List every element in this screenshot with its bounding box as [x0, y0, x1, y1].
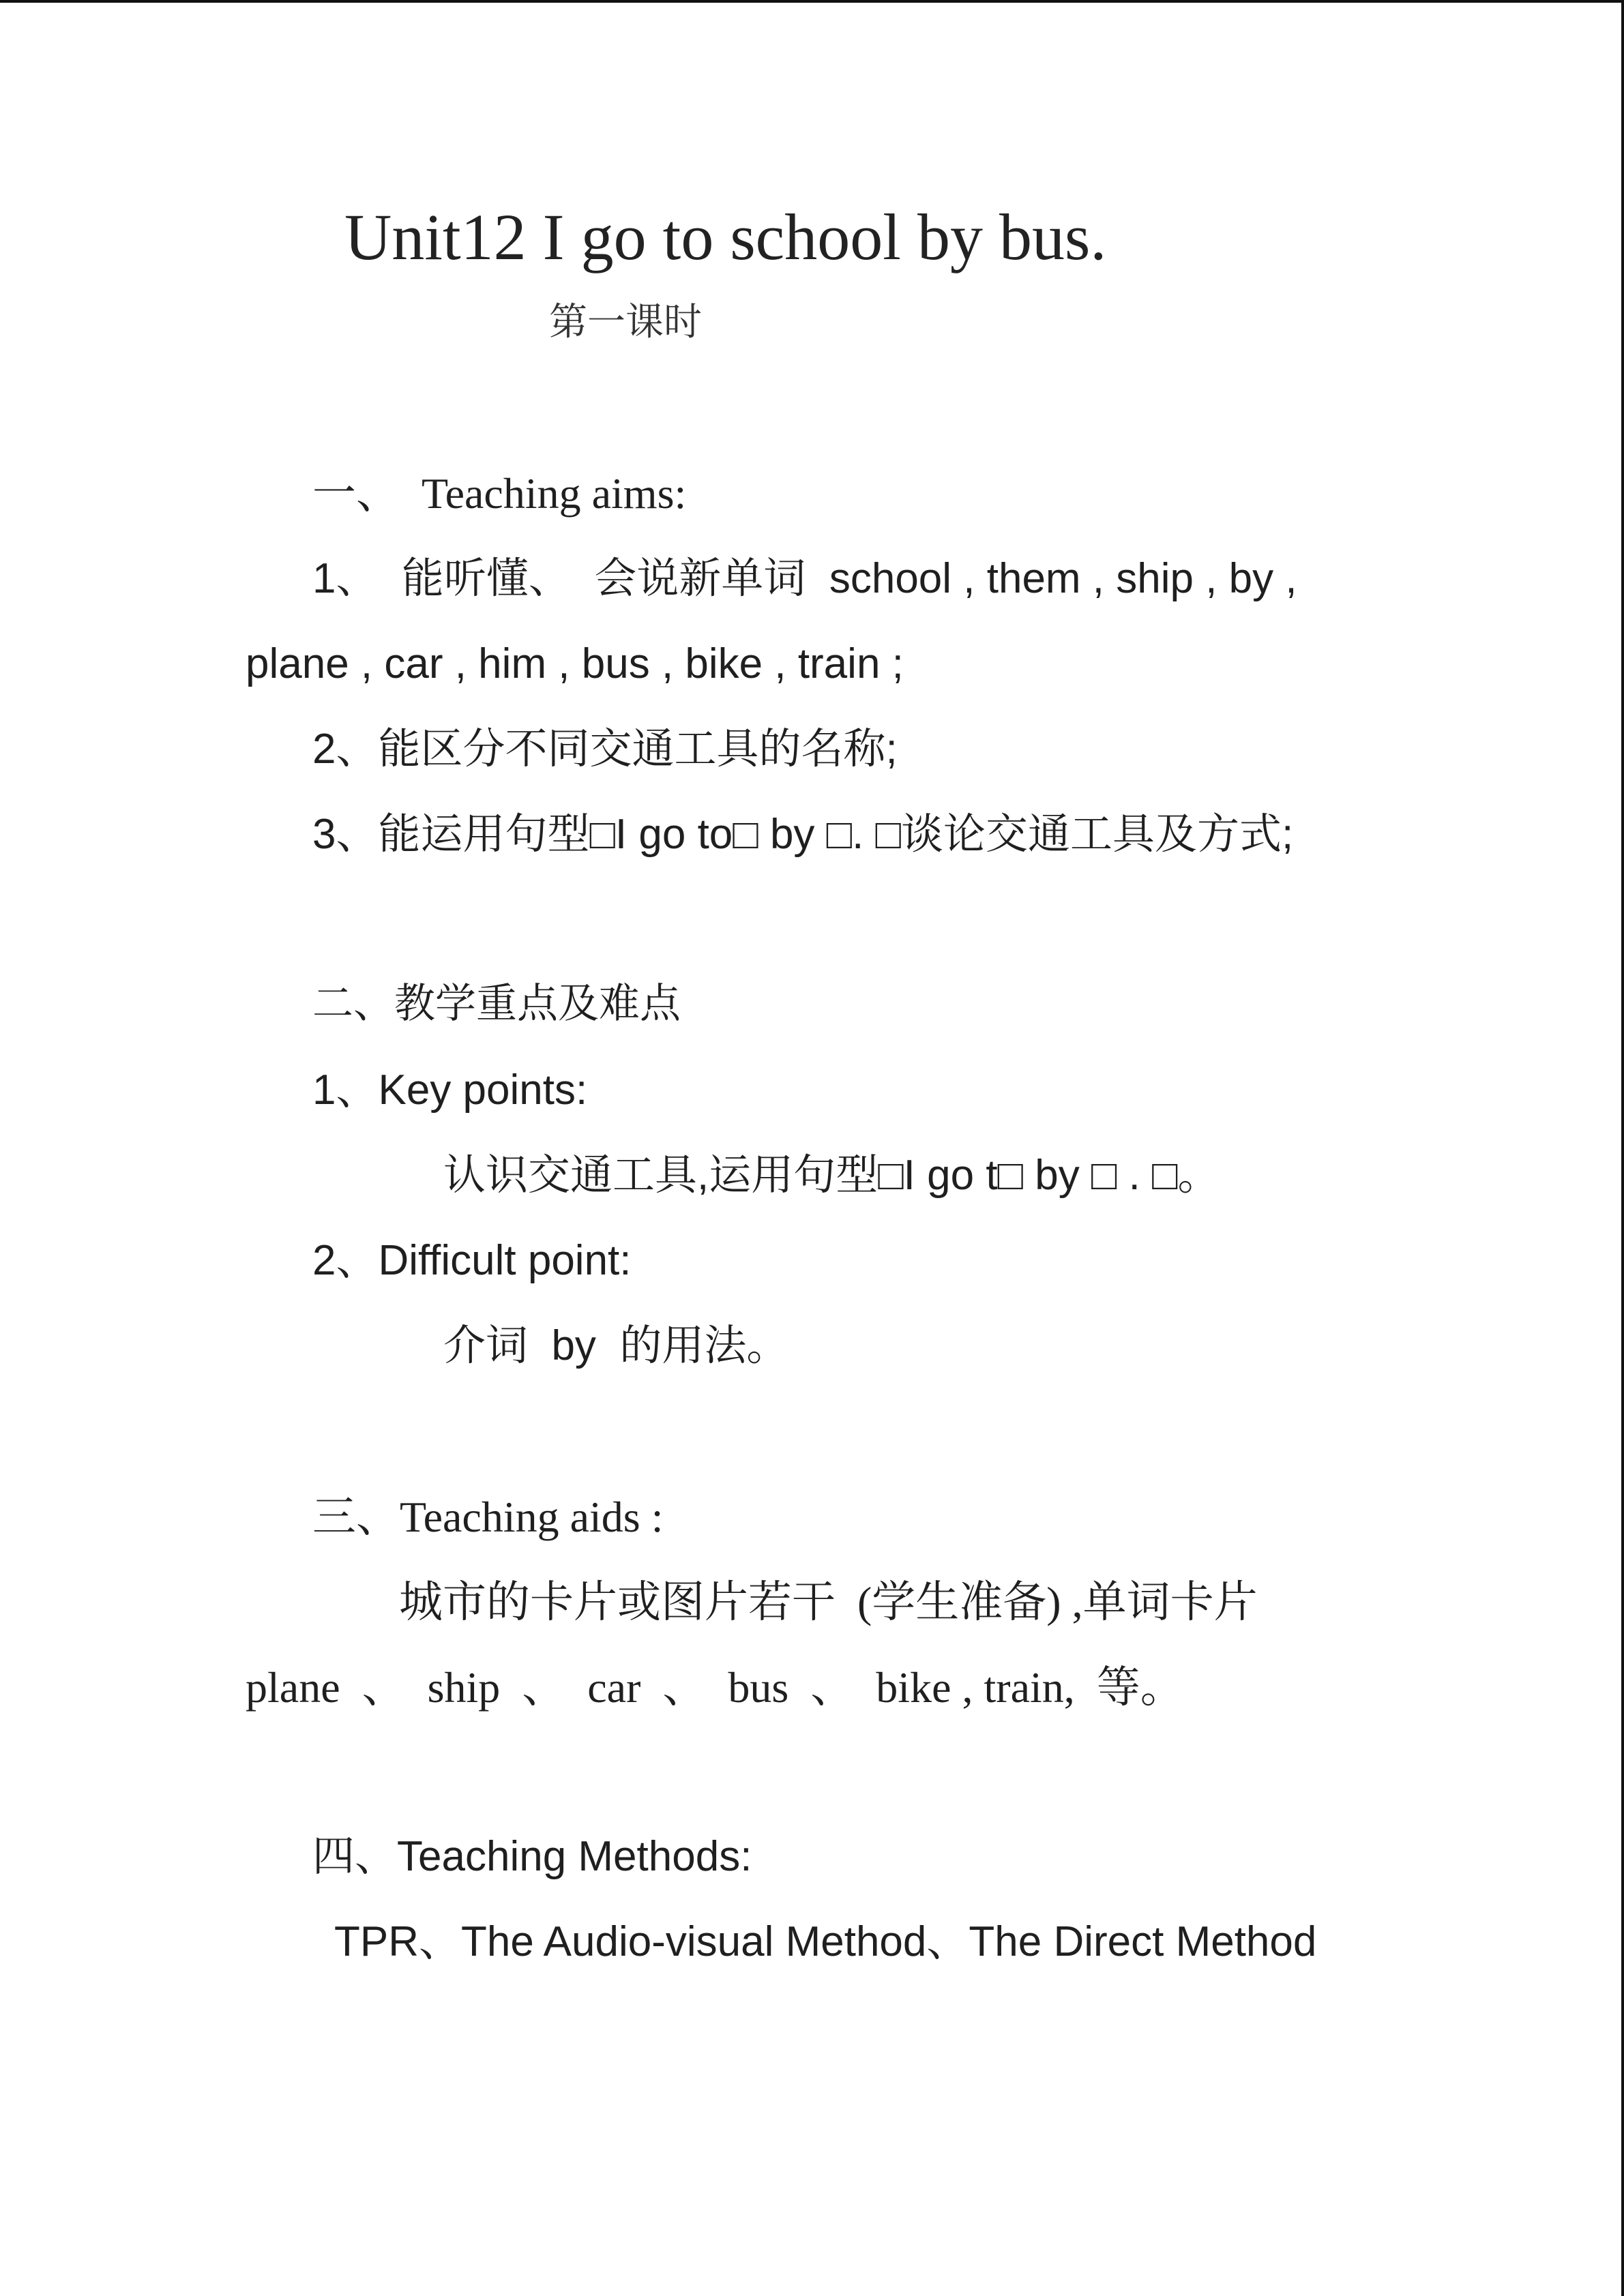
section-aims-heading: 一、 Teaching aims: — [312, 469, 687, 518]
section-methods-heading: 四、Teaching Methods: — [312, 1833, 752, 1880]
aids-line-2: plane 、 ship 、 car 、 bus 、 bike , train, 等。 — [246, 1663, 1184, 1712]
aims-item-3: 3、能运用句型□I go to□ by □. □谈论交通工具及方式; — [312, 811, 1294, 858]
key-points-text: 认识交通工具,运用句型□I go t□ by □ . □。 — [443, 1152, 1220, 1199]
aims-item-1-line-2: plane , car , him , bus , bike , train ; — [246, 640, 904, 687]
document-title: Unit12 I go to school by bus. — [344, 200, 1107, 273]
page-top-border — [0, 0, 1624, 3]
page-right-border — [1621, 0, 1624, 2296]
difficult-point-text: 介词 by 的用法。 — [443, 1322, 789, 1369]
aids-line-1: 城市的卡片或图片若干 (学生准备) ,单词卡片 — [399, 1578, 1258, 1626]
key-points-label: 1、Key points: — [312, 1067, 588, 1114]
section-aids-heading: 三、Teaching aids : — [312, 1493, 664, 1541]
aims-item-2: 2、能区分不同交通工具的名称; — [312, 726, 898, 773]
document-subtitle: 第一课时 — [549, 300, 702, 344]
section-keys-heading: 二、教学重点及难点 — [312, 981, 681, 1026]
methods-text: TPR、The Audio-visual Method、The Direct Method — [334, 1918, 1317, 1965]
aims-item-1-line-1: 1、 能听懂、 会说新单词 school , them , ship , by , — [312, 555, 1297, 602]
difficult-point-label: 2、Difficult point: — [312, 1237, 632, 1284]
